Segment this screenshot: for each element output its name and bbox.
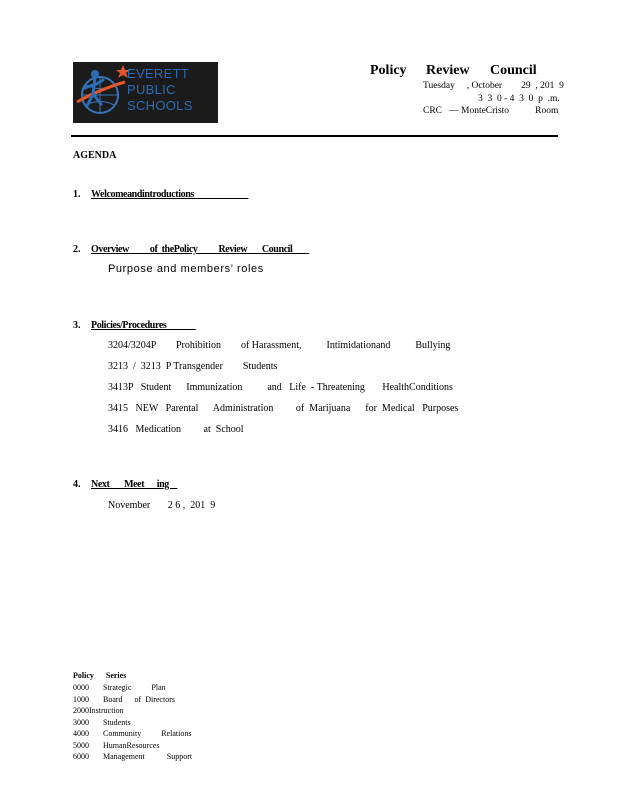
title-word-council: Council [490, 63, 537, 78]
policy-series-row: 4000 Community Relations [73, 729, 192, 738]
agenda-item: November 2 6 , 201 9 [108, 500, 216, 511]
agenda-item: 3204/3204P Prohibition of Harassment, Intimidationand Bullying [108, 340, 451, 351]
policy-series-row: 6000 Management Support [73, 752, 193, 761]
section-number: 2. [73, 244, 81, 255]
header-divider [71, 135, 558, 137]
everett-public-schools-logo [73, 62, 218, 123]
policy-series-row: 2000Instruction [73, 706, 124, 715]
agenda-heading: AGENDA [73, 150, 117, 161]
policy-series-row: 5000 HumanResources [73, 741, 160, 750]
section-number: 3. [73, 320, 81, 331]
logo-wordmark [127, 66, 219, 114]
policy-series-row: 3000 Students [73, 718, 131, 727]
section-title: Next Meet ing [91, 479, 178, 490]
meeting-location: CRC — MonteCristo Room [423, 106, 559, 116]
agenda-item: 3413P Student Immunization and Life - Threatening HealthConditions [108, 382, 453, 393]
section-title: Overview of thePolicy Review Council [91, 244, 310, 255]
policy-series-heading: Policy Series [73, 671, 127, 680]
agenda-item: 3415 NEW Parental Administration of Marijuana for Medical Purposes [108, 403, 459, 414]
section-title: Policies/Procedures [91, 320, 196, 331]
title-word-policy: Policy [370, 63, 407, 78]
title-word-review: Review [426, 63, 470, 78]
meeting-date: Tuesday , October 29 , 201 9 [423, 81, 564, 91]
agenda-item: 3213 / 3213 P Transgender Students [108, 361, 278, 372]
section-title: Welcomeandintroductions [91, 189, 249, 200]
policy-series-row: 1000 Board of Directors [73, 695, 175, 704]
logo-line-3: SCHOOLS [127, 98, 193, 113]
section-number: 1. [73, 189, 81, 200]
agenda-item: 3416 Medication at School [108, 424, 244, 435]
section-number: 4. [73, 479, 81, 490]
globe-figure-icon [73, 62, 133, 123]
meeting-time: 3 3 0 - 4 3 0 p .m. [478, 94, 560, 104]
logo-line-1: EVERETT [127, 66, 190, 81]
policy-series-row: 0000 Strategic Plan [73, 683, 166, 692]
logo-line-2: PUBLIC [127, 82, 176, 97]
agenda-item: Purpose and members’ roles [108, 263, 264, 275]
